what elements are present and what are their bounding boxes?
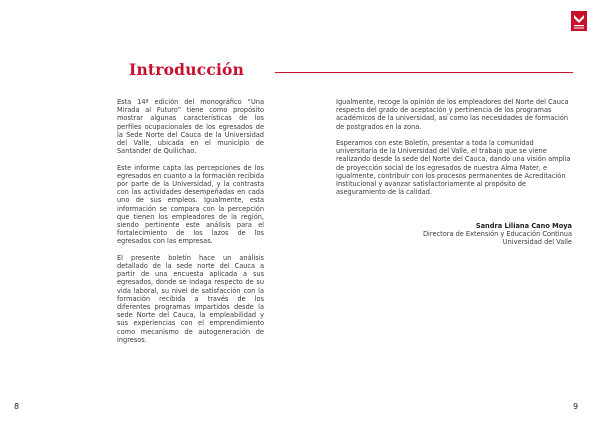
title-rule: [275, 72, 573, 73]
paragraph: Esperamos con este Boletín, presentar a toda la comunidad universitaria de la Universidad del Valle, el trabajo que se viene realizando desde la sede del Norte del Cauca, dando una visión amplia de proyección social de los egresados de nuestra Alma Mater, e igualmente, contribuir con los procesos permanentes de Acreditación Institucional y avanzar satisfactoriamente al propósito de aseguramiento de la calidad.: [336, 139, 571, 197]
signature-institution: Universidad del Valle: [502, 238, 572, 247]
paragraph: Igualmente, recoge la opinión de los empleadores del Norte del Cauca respecto del grado de aceptación y pertinencia de los programas académicos de la universidad, así como las necesidades de formación de postgrados en la zona.: [336, 98, 569, 131]
paragraph: Este informe capta las percepciones de los egresados en cuanto a la formación recibida por parte de la Universidad, y la contrasta con las actividades desempeñadas en cada uno de sus empleos. Igualmente, esta información se compara con la percepción que tienen los empleadores de la región, siendo pertinente este análisis para el fortalecimiento de los lazos de los egresados con las empresas.: [117, 163, 264, 246]
left-column: [117, 98, 264, 352]
paragraph: El presente boletín hace un análisis detallado de la sede norte del Cauca a partir de una encuesta aplicada a sus egresados, donde se indaga respecto de su vida laboral, su nivel de satisfacción con la formación recibida a través de los diferentes programas impartidos desde la sede Norte del Cauca, la empleabilidad y sus experiencias con el emprendimiento como mecanismo de autogeneración de ingresos.: [117, 253, 264, 344]
section-title: Introducción: [129, 60, 245, 79]
page-number-left: 8: [14, 402, 20, 411]
university-logo-icon: [571, 11, 587, 31]
signature-name: Sandra Liliana Cano Moya: [475, 222, 572, 230]
page-number-right: 9: [573, 402, 579, 411]
signature-role: Directora de Extensión y Educación Continua: [422, 230, 572, 239]
paragraph: Esta 14ª edición del monográfico “Una Mirada al Futuro” tiene como propósito mostrar algunas características de los perfiles ocupacionales de los egresados de la Sede Norte del Cauca de la Universidad del Valle, ubicada en el municipio de Santander de Quilichao.: [117, 98, 264, 156]
right-column: [336, 98, 574, 205]
signature-block: [423, 222, 572, 247]
